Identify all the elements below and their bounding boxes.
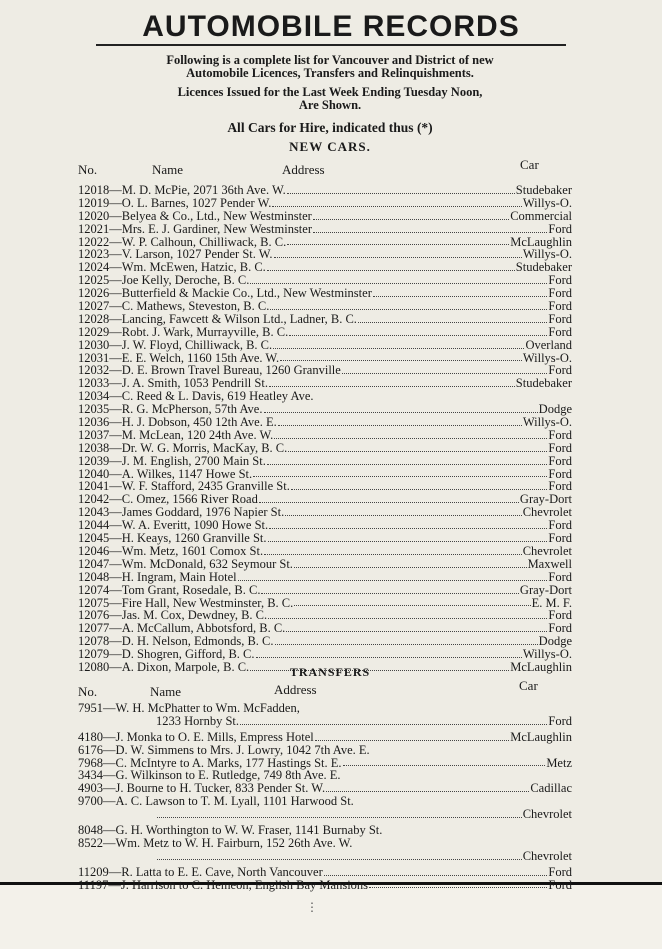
- entry-dash: —: [109, 543, 122, 558]
- entry-dash: —: [109, 492, 122, 507]
- leader-dots: [369, 879, 547, 889]
- entry-car: Ford: [548, 311, 572, 326]
- entry-car: Studebaker: [515, 260, 572, 275]
- entry-text: Wm. Metz to W. H. Fairburn, 152 26th Ave. W.: [115, 835, 353, 850]
- entry-dash: —: [109, 440, 122, 455]
- entry-dash: —: [109, 208, 122, 223]
- entry-number: 12031: [78, 350, 110, 365]
- leader-dots: [261, 584, 518, 594]
- new_cars-row: [78, 532, 572, 545]
- entry-text: James Goddard, 1976 Napier St.: [121, 505, 285, 520]
- leader-dots: [270, 300, 547, 310]
- entry-text: W. P. Calhoun, Chilliwack, B. C.: [121, 234, 287, 249]
- entry-car: Chevrolet: [522, 543, 572, 558]
- entry-dash: —: [109, 247, 122, 262]
- leader-dots: [294, 597, 530, 607]
- licences-line-2: Are Shown.: [298, 98, 362, 112]
- new_cars-row: [78, 300, 572, 313]
- entry-car: Ford: [548, 363, 572, 378]
- entry-text: D. W. Simmens to Mrs. J. Lowry, 1042 7th Ave. E.: [115, 742, 370, 757]
- transfers-row-continuation: [78, 850, 572, 863]
- entry-text: A. Wilkes, 1147 Howe St.: [121, 466, 253, 481]
- leader-dots: [280, 352, 522, 362]
- entry-number: 12033: [78, 376, 110, 391]
- leader-dots: [250, 274, 547, 284]
- entry-text: R. Latta to E. E. Cave, North Vancouver: [121, 864, 323, 879]
- leader-dots: [288, 442, 547, 452]
- new-cars-col-no: No.: [78, 162, 98, 177]
- entry-car: Ford: [548, 479, 572, 494]
- entry-car: Willys-O.: [522, 247, 572, 262]
- entry-number: 7951: [78, 701, 103, 715]
- entry-car: McLaughlin: [510, 659, 572, 674]
- transfers-row: [78, 744, 572, 757]
- entry-dash: —: [109, 427, 122, 442]
- transfers-row: [78, 837, 572, 850]
- entry-car: Chevrolet: [522, 807, 572, 822]
- entry-text: J. A. Smith, 1053 Pendrill St.: [121, 376, 268, 391]
- entry-car: Gray-Dort: [519, 492, 572, 507]
- entry-text-continued: 1233 Hornby St.: [156, 713, 239, 728]
- entry-number: 8048: [78, 823, 103, 838]
- entry-car: Ford: [548, 324, 572, 339]
- new_cars-row: [78, 210, 572, 223]
- new_cars-row: [78, 184, 572, 197]
- entry-car: E. M. F.: [531, 595, 572, 610]
- transfers-row: [78, 731, 572, 744]
- entry-car: Metz: [546, 755, 572, 770]
- leader-dots: [238, 571, 548, 581]
- transfers-col-name: Name: [150, 684, 182, 699]
- leader-dots: [275, 635, 538, 645]
- entry-dash: —: [109, 505, 122, 520]
- entry-text: M. McLean, 120 24th Ave. W.: [121, 427, 274, 442]
- entry-number: 12025: [78, 273, 110, 288]
- new-cars-list: [78, 184, 572, 674]
- entry-number: 12044: [78, 518, 110, 533]
- entry-number: 12080: [78, 659, 110, 674]
- entry-number: 12036: [78, 415, 110, 430]
- intro-line-1: Following is a complete list for Vancouver and District of new: [166, 53, 494, 67]
- entry-number: 4180: [78, 729, 103, 744]
- entry-text: J. Harrison to C. Hemeon, English Bay Mansions: [120, 877, 369, 892]
- entry-dash: —: [103, 835, 116, 850]
- transfers-list: [78, 702, 572, 891]
- new_cars-row: [78, 339, 572, 352]
- new-cars-col-address: Address: [282, 162, 325, 177]
- entry-dash: —: [109, 350, 122, 365]
- leader-dots: [342, 364, 548, 374]
- new_cars-row: [78, 326, 572, 339]
- entry-dash: —: [103, 794, 116, 809]
- entry-dash: —: [109, 221, 122, 236]
- entry-car: Studebaker: [515, 183, 572, 197]
- entry-number: 12048: [78, 569, 110, 584]
- entry-car: Ford: [548, 713, 572, 728]
- entry-number: 12045: [78, 531, 110, 546]
- entry-car: Ford: [548, 531, 572, 546]
- scan-mark: ⋮: [306, 900, 318, 914]
- transfers-row: [78, 866, 572, 879]
- entry-car: Chevrolet: [522, 505, 572, 520]
- entry-dash: —: [109, 389, 122, 404]
- entry-dash: —: [109, 273, 122, 288]
- entry-dash: —: [109, 324, 122, 339]
- entry-number: 12023: [78, 247, 110, 262]
- entry-car: Ford: [548, 864, 572, 879]
- entry-dash: —: [103, 742, 116, 757]
- title-underline: [96, 44, 566, 46]
- entry-car: Cadillac: [530, 781, 572, 796]
- entry-car: Dodge: [538, 402, 572, 417]
- leader-dots: [315, 731, 509, 741]
- entry-number: 12034: [78, 389, 110, 404]
- entry-dash: —: [109, 531, 122, 546]
- entry-text: E. E. Welch, 1160 15th Ave. W.: [121, 350, 280, 365]
- entry-text: J. W. Floyd, Chilliwack, B. C.: [121, 337, 273, 352]
- entry-dash: —: [109, 659, 122, 674]
- transfers-row-continuation: [78, 715, 572, 728]
- entry-number: 12019: [78, 195, 110, 210]
- entry-dash: —: [109, 453, 122, 468]
- entry-text: D. E. Brown Travel Bureau, 1260 Granville: [121, 363, 341, 378]
- leader-dots: [343, 757, 546, 767]
- entry-text: R. G. McPherson, 57th Ave.: [121, 402, 263, 417]
- new_cars-row: [78, 571, 572, 584]
- new-cars-col-name: Name: [152, 162, 184, 177]
- entry-dash: —: [109, 195, 122, 210]
- new_cars-row: [78, 429, 572, 442]
- entry-dash: —: [109, 183, 122, 197]
- entry-dash: —: [109, 634, 122, 649]
- entry-dash: —: [109, 518, 122, 533]
- entry-dash: —: [103, 701, 116, 715]
- entry-text: Lancing, Fawcett & Wilson Ltd., Ladner, B. C.: [121, 311, 357, 326]
- entry-number: 12075: [78, 595, 110, 610]
- transfers-heading: TRANSFERS: [289, 665, 371, 679]
- entry-text: O. L. Barnes, 1027 Pender W.: [121, 195, 272, 210]
- entry-car: Ford: [548, 877, 572, 892]
- leader-dots: [264, 545, 522, 555]
- entry-dash: —: [109, 556, 122, 571]
- new_cars-row: [78, 584, 572, 597]
- entry-number: 12024: [78, 260, 110, 275]
- entry-number: 12028: [78, 311, 110, 326]
- entry-text: V. Larson, 1027 Pender St. W.: [121, 247, 273, 262]
- new_cars-row: [78, 558, 572, 571]
- new_cars-row: [78, 455, 572, 468]
- transfers-row: [78, 702, 572, 715]
- new_cars-row: [78, 313, 572, 326]
- leader-dots: [273, 339, 524, 349]
- entry-text: H. J. Dobson, 450 12th Ave. E.: [121, 415, 277, 430]
- entry-number: 12041: [78, 479, 110, 494]
- entry-car: McLaughlin: [510, 729, 572, 744]
- entry-dash: —: [109, 234, 122, 249]
- entry-car: Willys-O.: [522, 415, 572, 430]
- entry-number: 12026: [78, 286, 110, 301]
- entry-text: Mrs. E. J. Gardiner, New Westminster: [121, 221, 312, 236]
- entry-number: 11197: [78, 877, 109, 892]
- entry-text: Robt. J. Wark, Murrayville, B. C.: [121, 324, 289, 339]
- entry-car: Willys-O.: [522, 195, 572, 210]
- entry-number: 12040: [78, 466, 110, 481]
- transfers-row: [78, 824, 572, 837]
- entry-car: Ford: [548, 286, 572, 301]
- entry-number: 4903: [78, 781, 103, 796]
- entry-text: D. H. Nelson, Edmonds, B. C.: [121, 634, 274, 649]
- leader-dots: [313, 223, 547, 233]
- entry-dash: —: [109, 621, 122, 636]
- entry-number: 12078: [78, 634, 110, 649]
- entry-car: McLaughlin: [510, 234, 572, 249]
- entry-dash: —: [109, 466, 122, 481]
- entry-car: Commercial: [510, 208, 572, 223]
- entry-text: J. Monka to O. E. Mills, Empress Hotel: [115, 729, 314, 744]
- entry-number: 9700: [78, 794, 103, 809]
- new_cars-row: [78, 223, 572, 236]
- entry-number: 12029: [78, 324, 110, 339]
- transfers-row-continuation: [78, 808, 572, 821]
- entry-number: 12047: [78, 556, 110, 571]
- page-title: AUTOMOBILE RECORDS: [142, 10, 520, 43]
- entry-dash: —: [108, 877, 121, 892]
- new_cars-row: [78, 545, 572, 558]
- entry-text: C. Reed & L. Davis, 619 Heatley Ave.: [121, 389, 314, 404]
- entry-text: Wm. McDonald, 632 Seymour St.: [121, 556, 293, 571]
- entry-number: 12030: [78, 337, 110, 352]
- leader-dots: [313, 210, 509, 220]
- entry-car: Ford: [548, 608, 572, 623]
- entry-number: 3434: [78, 768, 103, 783]
- leader-dots: [287, 236, 509, 246]
- entry-car: Ford: [548, 621, 572, 636]
- entry-dash: —: [109, 402, 122, 417]
- entry-car: Ford: [548, 427, 572, 442]
- entry-number: 12079: [78, 647, 110, 662]
- leader-dots: [291, 480, 548, 490]
- entry-dash: —: [109, 479, 122, 494]
- entry-number: 12021: [78, 221, 110, 236]
- leader-dots: [240, 715, 547, 725]
- new_cars-row: [78, 197, 572, 210]
- entry-number: 12037: [78, 427, 110, 442]
- new-cars-heading: NEW CARS.: [289, 139, 371, 154]
- entry-number: 7968: [78, 755, 103, 770]
- entry-dash: —: [103, 755, 116, 770]
- entry-dash: —: [109, 260, 122, 275]
- entry-dash: —: [103, 729, 116, 744]
- entry-number: 12077: [78, 621, 110, 636]
- entry-car: Dodge: [538, 634, 572, 649]
- entry-text: H. Keays, 1260 Granville St.: [121, 531, 267, 546]
- leader-dots: [274, 248, 522, 258]
- new_cars-row: [78, 416, 572, 429]
- entry-car: Ford: [548, 221, 572, 236]
- entry-dash: —: [109, 608, 122, 623]
- entry-number: 12018: [78, 183, 110, 197]
- entry-car: Gray-Dort: [519, 582, 572, 597]
- leader-dots: [358, 313, 547, 323]
- transfers-col-no: No.: [78, 684, 98, 699]
- licences-line-1: Licences Issued for the Last Week Ending Tuesday Noon,: [177, 85, 483, 99]
- entry-dash: —: [103, 823, 116, 838]
- entry-text: G. Wilkinson to E. Rutledge, 749 8th Ave. E.: [115, 768, 341, 783]
- entry-dash: —: [103, 768, 116, 783]
- leader-dots: [285, 506, 521, 516]
- transfers-row: [78, 795, 572, 808]
- leader-dots: [269, 519, 547, 529]
- entry-car: Studebaker: [515, 376, 572, 391]
- transfers-row: [78, 879, 572, 892]
- hire-note: All Cars for Hire, indicated thus (*): [227, 120, 433, 135]
- entry-number: 12038: [78, 440, 110, 455]
- entry-car: Chevrolet: [522, 848, 572, 863]
- entry-dash: —: [103, 781, 116, 796]
- entry-dash: —: [109, 415, 122, 430]
- entry-car: Willys-O.: [522, 647, 572, 662]
- entry-number: 12022: [78, 234, 110, 249]
- entry-text: M. D. McPie, 2071 36th Ave. W.: [121, 183, 286, 197]
- leader-dots: [268, 609, 547, 619]
- leader-dots: [287, 184, 515, 194]
- entry-dash: —: [108, 864, 122, 879]
- entry-text: Joe Kelly, Deroche, B. C.: [121, 273, 250, 288]
- leader-dots: [259, 493, 519, 503]
- leader-dots: [289, 326, 547, 336]
- entry-car: Ford: [548, 273, 572, 288]
- entry-dash: —: [109, 569, 122, 584]
- leader-dots: [274, 429, 547, 439]
- entry-car: Ford: [548, 466, 572, 481]
- entry-car: Ford: [548, 299, 572, 314]
- new-cars-col-car: Car: [520, 157, 539, 172]
- entry-text: C. McIntyre to A. Marks, 177 Hastings St. E.: [115, 755, 342, 770]
- entry-text: Wm. McEwen, Hatzic, B. C.: [121, 260, 266, 275]
- entry-car: Ford: [548, 569, 572, 584]
- entry-number: 12043: [78, 505, 110, 520]
- entry-text: G. H. Worthington to W. W. Fraser, 1141 Burnaby St.: [115, 823, 383, 838]
- leader-dots: [267, 455, 548, 465]
- entry-number: 12076: [78, 608, 110, 623]
- leader-dots: [373, 287, 548, 297]
- entry-dash: —: [109, 582, 122, 597]
- leader-dots: [278, 416, 522, 426]
- entry-text: Tom Grant, Rosedale, B. C.: [121, 582, 261, 597]
- entry-text: J. Bourne to H. Tucker, 833 Pender St. W.: [115, 781, 326, 796]
- intro-line-2: Automobile Licences, Transfers and Relinquishments.: [186, 66, 474, 80]
- leader-dots: [264, 403, 538, 413]
- entry-dash: —: [109, 376, 122, 391]
- entry-car: Overland: [525, 337, 572, 352]
- entry-text: J. M. English, 2700 Main St.: [121, 453, 266, 468]
- entry-number: 12020: [78, 208, 110, 223]
- entry-car: Maxwell: [527, 556, 572, 571]
- entry-number: 6176: [78, 742, 103, 757]
- leader-dots: [268, 532, 548, 542]
- entry-text: W. H. McPhatter to Wm. McFadden,: [115, 701, 300, 715]
- entry-text: H. Ingram, Main Hotel: [121, 569, 237, 584]
- entry-text: A. Dixon, Marpole, B. C.: [121, 659, 250, 674]
- entry-text: D. Shogren, Gifford, B. C.: [121, 647, 255, 662]
- transfers-col-address: Address: [274, 682, 317, 697]
- entry-dash: —: [109, 286, 122, 301]
- entry-number: 12032: [78, 363, 110, 378]
- entry-text: Dr. W. G. Morris, MacKay, B. C.: [121, 440, 288, 455]
- leader-dots: [272, 197, 521, 207]
- entry-number: 12046: [78, 543, 110, 558]
- entry-text: W. A. Everitt, 1090 Howe St.: [121, 518, 269, 533]
- entry-dash: —: [109, 595, 122, 610]
- entry-car: Ford: [548, 440, 572, 455]
- entry-text: A. McCallum, Abbotsford, B. C.: [121, 621, 286, 636]
- entry-number: 11209: [78, 864, 109, 879]
- leader-dots: [157, 850, 522, 860]
- new_cars-row: [78, 442, 572, 455]
- entry-text: Wm. Metz, 1601 Comox St.: [121, 543, 264, 558]
- leader-dots: [286, 622, 547, 632]
- entry-text: Butterfield & Mackie Co., Ltd., New Westminster: [121, 286, 372, 301]
- entry-dash: —: [109, 647, 122, 662]
- entry-number: 12042: [78, 492, 110, 507]
- entry-car: Ford: [548, 453, 572, 468]
- transfers-col-car: Car: [519, 678, 538, 693]
- entry-text: Jas. M. Cox, Dewdney, B. C.: [121, 608, 268, 623]
- leader-dots: [267, 261, 515, 271]
- leader-dots: [326, 782, 529, 792]
- entry-car: Willys-O.: [522, 350, 572, 365]
- entry-number: 12035: [78, 402, 110, 417]
- entry-dash: —: [109, 337, 122, 352]
- entry-text: C. Mathews, Steveston, B. C.: [121, 299, 270, 314]
- leader-dots: [253, 468, 547, 478]
- leader-dots: [269, 377, 515, 387]
- leader-dots: [157, 808, 522, 818]
- entry-dash: —: [109, 311, 122, 326]
- leader-dots: [256, 648, 522, 658]
- entry-text: Belyea & Co., Ltd., New Westminster: [121, 208, 312, 223]
- entry-number: 12074: [78, 582, 110, 597]
- leader-dots: [294, 558, 527, 568]
- entry-dash: —: [109, 299, 122, 314]
- entry-car: Ford: [548, 518, 572, 533]
- entry-text: W. F. Stafford, 2435 Granville St.: [121, 479, 290, 494]
- entry-text: A. C. Lawson to T. M. Lyall, 1101 Harwood St.: [115, 794, 354, 809]
- entry-number: 12039: [78, 453, 110, 468]
- entry-number: 8522: [78, 835, 103, 850]
- entry-dash: —: [109, 363, 122, 378]
- leader-dots: [324, 866, 548, 876]
- entry-text: Fire Hall, New Westminster, B. C.: [121, 595, 294, 610]
- entry-text: C. Omez, 1566 River Road: [121, 492, 258, 507]
- entry-number: 12027: [78, 299, 110, 314]
